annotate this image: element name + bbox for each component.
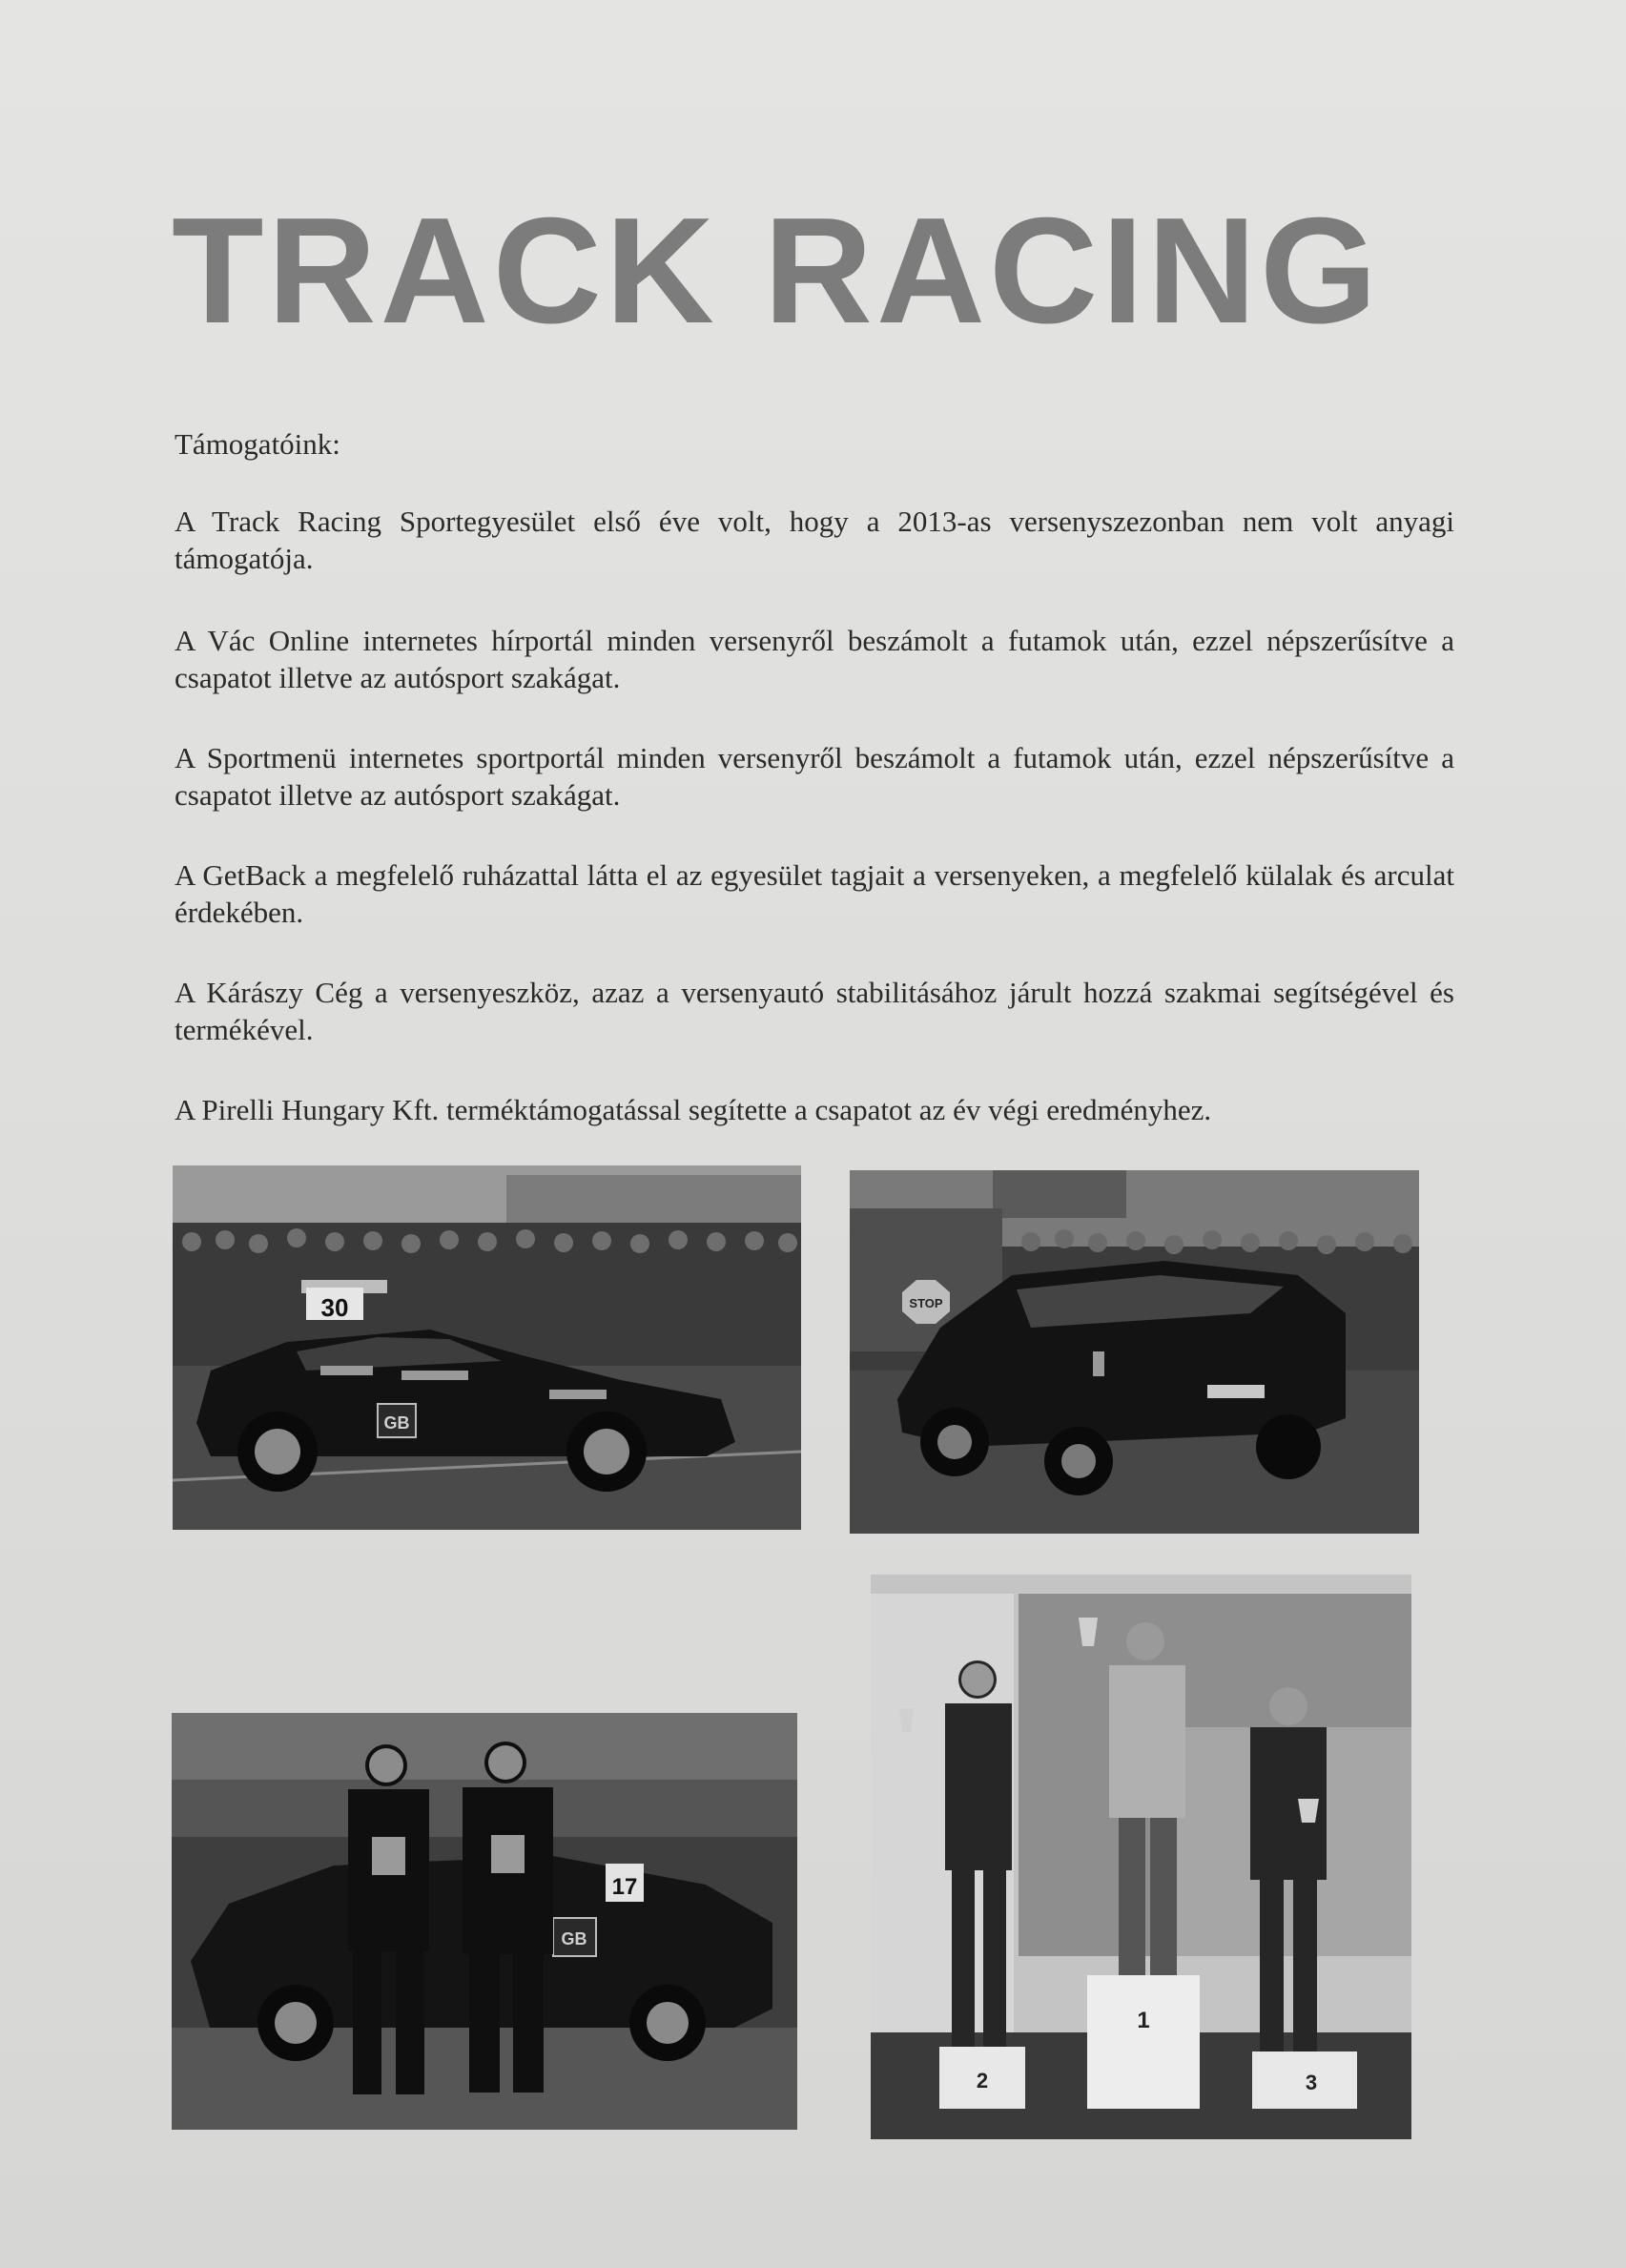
photo-drivers-with-car: [172, 1713, 797, 2130]
podium-place-1: 1: [1137, 2008, 1150, 2033]
podium-place-2: 2: [976, 2069, 989, 2093]
photo-car-rear: [850, 1170, 1419, 1534]
paragraph-karaszy: A Kárászy Cég a versenyeszköz, azaz a versenyautó stabilitásához járult hozzá szakmai segítségével és termékével.: [175, 976, 1454, 1046]
paragraph-intro: A Track Racing Sportegyesület első éve volt, hogy a 2013-as versenyszezonban nem volt anyagi támogatója.: [175, 505, 1454, 575]
photo-car-side: [173, 1165, 801, 1530]
paragraph-sportmenu: A Sportmenü internetes sportportál minden versenyről beszámolt a futamok után, ezzel népszerűsítve a csapatot illetve az autósport szakágat.: [175, 741, 1454, 812]
poster-title: TRACK RACING: [172, 187, 1382, 355]
car-number-17: 17: [611, 1874, 638, 1900]
sponsors-heading: Támogatóink:: [175, 427, 340, 461]
paragraph-pirelli: A Pirelli Hungary Kft. terméktámogatással segítette a csapatot az év végi eredményhez.: [175, 1093, 1212, 1126]
svg-text:GB: GB: [383, 1413, 410, 1433]
svg-text:GB: GB: [561, 1929, 587, 1948]
paragraph-getback: A GetBack a megfelelő ruházattal látta el az egyesület tagjait a versenyeken, a megfelelő külalak és arculat érdekében.: [175, 858, 1454, 929]
podium-place-3: 3: [1305, 2071, 1318, 2094]
car-number-30: 30: [320, 1293, 349, 1322]
paragraph-vac-online: A Vác Online internetes hírportál minden versenyről beszámolt a futamok után, ezzel népszerűsítve a csapatot illetve az autósport szakágat.: [175, 624, 1454, 694]
stop-sign: STOP: [909, 1296, 943, 1310]
photo-podium: [871, 1575, 1411, 2139]
